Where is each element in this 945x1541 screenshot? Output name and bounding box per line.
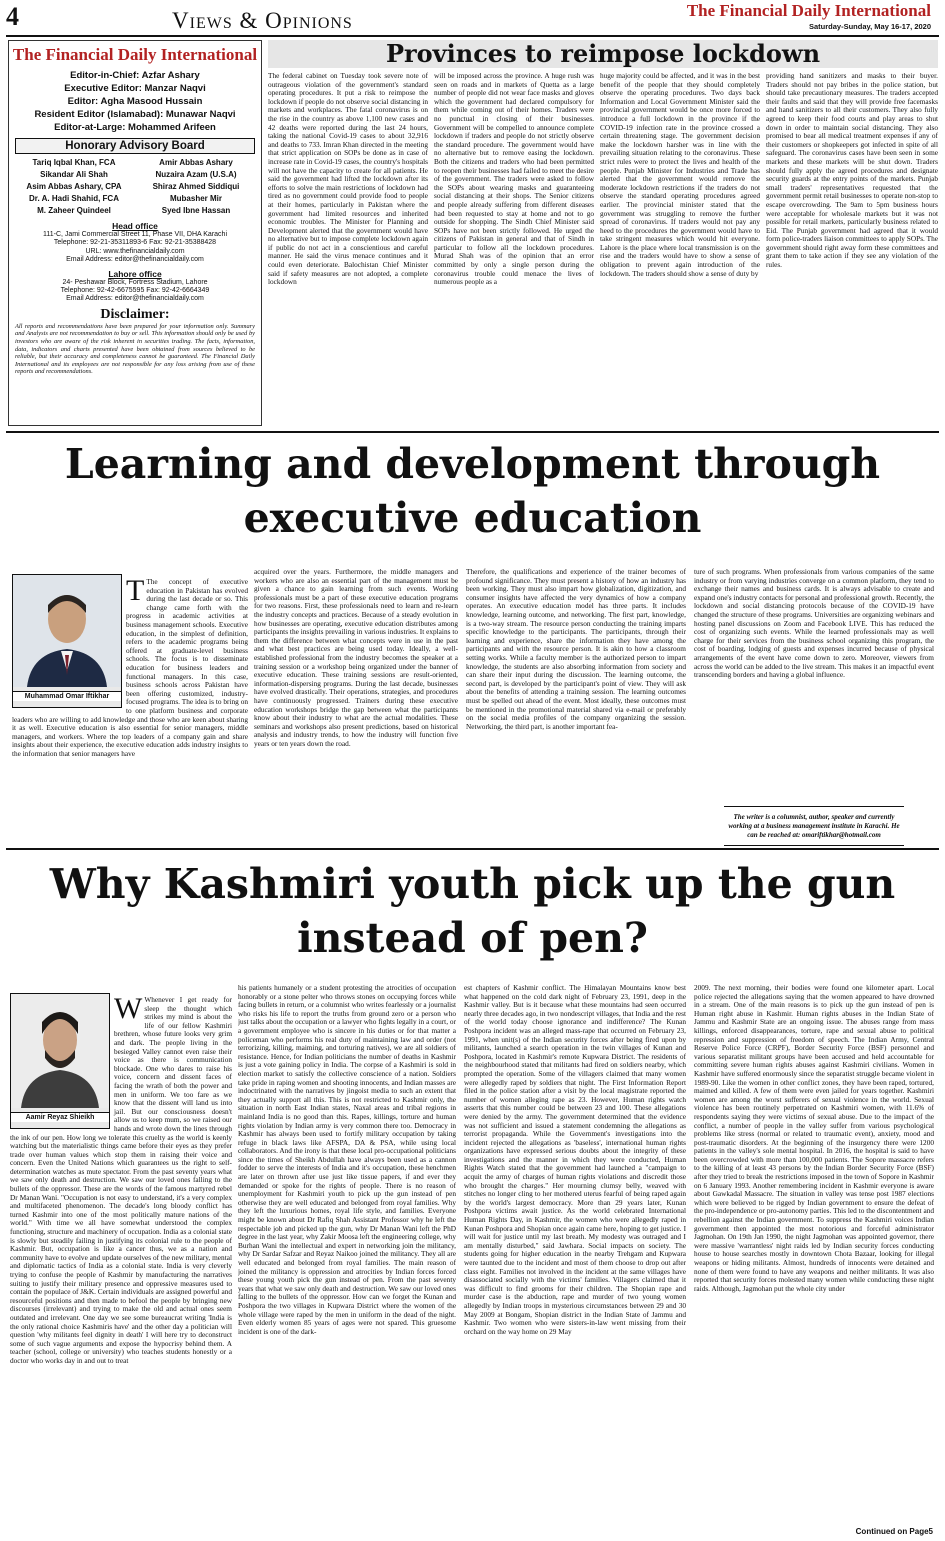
board-member: Shiraz Ahmed Siddiqui (152, 182, 240, 191)
article2-headline: Learning and development through executive education (64, 440, 881, 542)
lahore-office-details (9, 279, 261, 304)
author-bio: The writer is a columnist, author, speaker and currently working at a business management institute in Karachi. He can be reached at: omariftikhar@hotmail.com (724, 806, 904, 846)
head-office-title: Head office (112, 221, 158, 231)
board-member: Syed Ibne Hassan (161, 206, 231, 215)
staff-line: Resident Editor (Islamabad): Munawar Naqvi (34, 109, 236, 120)
disclaimer-title: Disclaimer: (100, 306, 170, 322)
article2-intro: The concept of executive education in Pakistan has evolved during the last decade or so. This change came forth with the progress in academic activities at business management schools. Executive education, in the simplest of definition, refers to the academic programs being offered at graduate-level business schools. The focus is to disseminate education for business leaders and functional managers. In this case, business schools across Pakistan have been offering customized, industry-focused programs. The idea is to bring on to one platform business and corporate leaders who are willing to add knowledge and those who are keen about sharing it as well. Executive education is also essential for senior managers, middle managers, and workers. Where the top leaders of a company gain and share insights about their experience, the executive education adds industry insights to the information that senior managers have (12, 578, 248, 758)
section-title: Views & Opinions (172, 8, 353, 33)
article1-col-4: providing hand sanitizers and masks to their buyer. Traders should not pay bribes in the police station, but should take precautionary measures. The traders accepted their faults and said that they will provide free facemasks and hand sanitizers to all their customers. They also fully agreed to keep their food courts and play areas to shut down in order to maintain social distancing. They also promised to bear all medical treatment expenses if any of their customers or shopkeepers got infected in spite of all safeguard. The coronavirus cases have been seen in some markets and these markets will be shut down. Traders should fully apply the agreed procedures and designate security guards at the entry points of the markets. Punjab small traders' representatives requested that the government permit retail businesses to operate non-stop to escape overcrowding. The 9am to 5pm business hours were acceptable for wholesale markets but it was not possible for retail markets, particularly business related to Eid. The Punjab government had agreed that it would form police-traders liaison committees to apply SOPs. The government should right away form these committees and grant them to take action if they see any violation of the rules. (766, 72, 938, 270)
board-member: Asim Abbas Ashary, CPA (26, 182, 122, 191)
drop-cap: T (126, 578, 145, 607)
article2-col-4: ture of such programs. When professionals from various companies of the same industry or from varying industries converge on a common platform, they tend to exchange their names and business cards. It is always advisable to create and expand one's industry contacts for personal and professional growth. Recently, the lockdown and social distancing protocols because of the COVID-19 have changed the structure of these programs. Universities are organizing webinars and hosting panel discussions on Zoom and Facebook LIVE. This has reduced the cost of organizing such events. While the learned professionals may as well charge for their services from the business school organizing this program, the cost of boarding, lodging of guests and expenses incurred because of physical arrangements of the event have come down to zero. Moreover, viewers from across the world can be added to the live stream. This makes it an impactful event transcending borders and having a global influence. (694, 568, 934, 680)
article1-col-1: The federal cabinet on Tuesday took severe note of outrageous violation of the government's standard operating procedures. It put a risk to reimpose the lockdown if people do not observe social distancing in markets and workplaces. The fatal coronavirus is on the rise in the country as above 1,100 new cases and 42 deaths were reported during the last 24 hours, taking the national Covid-19 cases to about 32,916 and deaths to 733. Imran Khan directed in the meeting that strict application on SOPs be done as in case of increase rate in Covid-19 cases, the country's hospitals will not have the capacity to create for all patients. He said the government had lifted the lockdown after its efforts to solve the main restrictions of lockdown had tired as no government could provide food to people at their homes, particularly in Pakistan where the government had limited resources and inherited economic troubles. The Minister for Planning and Development alerted that the government would have no alternative but to impose complete lockdown again if public do not act in a conscientious and careful manner. He said the virus menace continues and it could even deteriorate. Balochistan Chief Minister said if safety measures are not adopted, a complete lockdown (268, 72, 428, 287)
article1-headline: Provinces to reimpose lockdown (268, 40, 938, 68)
office-line: Telephone: 92-21-35311893-6 Fax: 92-21-35388428 (53, 239, 217, 247)
advisory-board-list (13, 157, 257, 217)
masthead-panel (8, 40, 262, 426)
office-line: Email Address: editor@thefinancialdaily.com (66, 295, 204, 303)
disclaimer-text: All reports and recommendations have been prepared for your information only. Summary and Analysis are not recommendation to buy or sell. This information should only be used by investors who are aware of the risk inherent in securities trading. The facts, information, data, indicators and charts presented have been obtained from sources believed to be reliable, but their accuracy and completeness cannot be guaranteed. The Financial Daily International and its employees are not responsible for any loss arising from use of these reports and recommendations. (15, 322, 255, 376)
advisory-board-title: Honorary Advisory Board (15, 138, 255, 154)
staff-line: Executive Editor: Manzar Naqvi (64, 83, 206, 94)
staff-line: Editor-at-Large: Mohammed Arifeen (54, 122, 216, 133)
head-office-details (9, 231, 261, 265)
masthead: The Financial Daily International (686, 1, 931, 20)
article3-col-4: 2009. The next morning, their bodies were found one kilometer apart. Local police rejected the allegations saying that the women appeared to have drowned in a stream. One of the main reasons is to pick up the gun instead of pen is Human right abuse in Kashmir. Human rights abuses in the Indian State of Jammu and Kashmir State are an ongoing issue. The abuses range from mass killings, enforced disappearances, torture, rape and sexual abuse to political repression and suppression of freedom of speech. The Indian Army, Central Reserve Police Force (CRPF), Border Security Force (BSF) personnel and various separatist militant groups have been accused and held accountable for committing severe human rights abuses against Kashmiri civilians. Women in Kashmir have suffered enormously since the separatist struggle became violent in 1989-90. Like the women in other conflict zones, they have been raped, tortured, maimed and killed. A few of them were even jailed for years together. Kashmiri women are among the worst sufferers of sexual violence in the world. Sexual violence has been routinely perpetrated on Kashmiri women, with 11.6% of respondents saying they were victims of sexual abuse. Due to the impact of the conflict, a number of people in the valley suffer from various psychological problems like stress (normal or related to traumatic event), anxiety, mood and post-traumatic disorders. At the beginning of the insurgency there were 1200 patients in the valley's sole mental hospital. In 2016, the hospital is said to have been overcrowded with more than 100,000 patients. The Sopore massacre refers to the killing of at least 43 persons by the Indian Border Security Force (BSF) after they tried to break the restrictions imposed in the town of Sopore in Kashmir on 6 January 1993. Another remembering incident in Kashmir everyone is aware about Gawkadal Massacre. The situation in valley was tense post 1987 elections which were believed to be rigged by Indian government to ensure the defeat of the pro-independence or pro-autonomy parties. This led to the discontentment and rebellion against the Indian government. To suppress the Kashmiri voices Indian government then appointed the most notorious and forceful administrator Jagmohan. On 19th Jan 1990, the night Jagmohan was appointed governor, there were massive 'warrantless' night raids led by Indian security forces conducting house to house searches mostly in downtown Chota Bazaar, looking for illegal weapons or hiding militants. Almost, hundreds of innocents were detained and none of them were found to have any weapons and neither militants. It was also reported that security forces molested many women while conducting these night raids. Although, Jagmohan put the whole city under (694, 984, 934, 1293)
drop-cap: W (114, 996, 143, 1025)
article2-col-3: Therefore, the qualifications and experience of the trainer becomes of profound significance. They must present a history of how an industry has been working. They must also impart how globalization, digitization, and consumer insights have affected the very dynamics of how a company operates. An executive education model has three parts. It includes knowledge, learning outcome, and networking. The first part, knowledge, is a two-way stream. The resource person conducting the training imparts specific knowledge to the participants. The participants, through their learning and experience, share the information they have among the participants and with the resource person. It is akin to how a classroom setting works. While a faculty member is the authorized person to impart knowledge, the students are also absorbing information from society and can share their input during the discussion. The learning outcome, the second part, is developed by the participant's point of view. They will ask about the benefits of attending a training session. The learning outcomes must be spelled out ahead of the event. Most ideally, these outcomes must be mentioned in the promotional material shared via e-mail or preferably on the social media profiles of the company organizing the session. Networking, the third part, is another important fea- (466, 568, 686, 731)
issue-date: Saturday-Sunday, May 16-17, 2020 (809, 22, 931, 31)
article2-col-2: acquired over the years. Furthermore, the middle managers and workers who are also an essential part of the management must be given a chance to gain learning from such events. Working professionals must be a part of these executive education programs for two reasons. First, these professionals need to learn and re-learn the industry concepts and practices. Because of a steady evolution in how businesses are operating, executive education distributes among participants the insights prevailing in various industries. It explains to them the difference between what concepts were in use in the past and what best practices are being used today. Ideally, a well-established professional from the industry becomes the speaker at a training session or a workshop being organized under the banner of executive education. These training sessions are result-oriented, information-dispersing programs. During the last decade, businesses have evolved drastically. Their operations, strategies, and procedures have continuously progressed. Trainers during these executive education workshops bridge the gap between what the participants know about their industry to what are the actual modalities. These seminars and workshops also present predictions, based on historical analysis and industry trends, to how the industry will function five years or ten years down the road. (254, 568, 458, 748)
board-member: Tariq Iqbal Khan, FCA (32, 158, 116, 167)
article1-col-2: will be imposed across the province. A huge rush was seen on roads and in markets of Quetta as a large number of people did not wear face masks and gloves which the government had declared compulsory for them while coming out of their homes. Traders were no punctual in closing of their businesses. Government will be compelled to announce complete lockdown if traders and people do not strictly observe the standard procedure. The government would have no alternative but to remove easing the lockdown. Both the citizens and traders who had been permitted to reopen their businesses had failed to meet the desire of the government. The traders were asked to follow the SOPs about wearing masks and guaranteeing social distancing at their shops. The Senior citizens and people already suffering from different diseases had been requested to stay at home and not to go outside for shopping. The Sindh Chief Minister said SOPs have not been strictly followed. He urged the citizens of Pakistan in general and that of Sindh in particular to follow all the lockdown procedures. Murad Shah was of the opinion that an error committed by only a single person during the coronavirus trouble could menace the lives of numerous people as a (434, 72, 594, 287)
board-member: Amir Abbas Ashary (159, 158, 233, 167)
article2-col-1 (12, 578, 248, 840)
staff-line: Editor: Agha Masood Hussain (67, 96, 203, 107)
office-line: 24- Peshawar Block, Fortress Stadium, Lahore (62, 278, 208, 286)
office-line: URL: www.thefinancialdaily.com (85, 247, 185, 255)
article3-col-1 (10, 996, 232, 1536)
continued-note: Continued on Page5 (855, 1527, 933, 1536)
panel-title: The Financial Daily International (12, 45, 258, 64)
article3-col-2: his patients humanely or a student protesting the atrocities of occupation honorably or a stone pelter who throws stones on occupying forces while facing bullets in return, or a columnist who writes fearlessly or a journalist who risks his life to report the truths from ground zero or a person who just talks about the occupation or a lawyer who fights legally in a court, or a government employee who is sincere in his duties or for that matter a policeman who performs his real duty of maintaining law and order (not terrorizing, killing, maiming, and torturing natives), we are all soldiers of resistance. Hence, for Indian politicians the number of deaths in Kashmir is just a vote gaining policy in India. The corpse of a Kashmiri is sold in election market to satisfy the collective conscience of a nation. Soldiers take pride in raping women and shooting innocents, and Indian masses are indoctrinated with the narratives by jingoist media to such an extent that they actually support all this. This is not restricted to Kashmir only, the situation in north East Indian states, Naxal areas and tribal regions in mainland India is no good than this. Rapes, killings, torture and human rights violation by Indian army is very common there too. Democracy in Kashmir has always been used to fortify military occupation by taking refuge in black laws like AFSPA, DA & PSA, while using local collaborators. And the irony is that these local pro-occupational politicians since the times of Sheikh Abdullah have always been used as a cannon fodder to serve the interests of India and it's occupation, these henchmen are later on thrown after use just like tissue papers, if and ever they demanded or spoke for the rights of people. There is no reason of unemployment for Kashmiri youth to pick up the gun instead of pen otherwise they are well educated and belonged from royal families. Why they left the luxurious homes, royal life style, and families. Everyone might be known about Dr Rafiq Shah Assistant Professor why he left the respectable job and picked up the gun, why Dr Manan Wani left the PhD degree in the last year, why Zakir Moosa left the engineering college, why Burhan Wani the intellectual and expert in networking join the militancy, why Dr Sardar Safzar and Reyaz Naikoo joined the militancy. They all are well educated and belonged from royal families. The main reason of joined the militancy is oppression and atrocities by Indian forces forced these young youth pick the gun instead of pen. From the past seventy years that what we saw only death and destruction. We saw our loved ones falling to the bullets of the oppressor. How can we forget the Kunan and Poshpora the two villages in Kupwara District where the women of the whole village were raped by the men in uniform in the dead of the night. Even elderly women 85 years of ages were not spared. This gruesome incident is one of the dark- (238, 984, 456, 1336)
board-member: Mubasher Mir (169, 194, 222, 203)
photo-spacer (10, 996, 114, 1132)
article3-col-3: est chapters of Kashmir conflict. The Himalayan Mountains know best what happened on the cold dark night of February 23, 1991, deep in the Kashmir valley. But is it because what these mountains had seen occurred nearly three decades ago, in two nondescript villages, that India and the rest of the world today choose ignorance and indifference? The Kunan Poshpora incident was an alleged mass-rape that occurred on February 23, 1991, when unit(s) of the Indian security forces after being fired upon by militants, launched a search operation in the twin villages of Kunan and Poshpora, located in Kashmir's remote Kupwara District. The residents of the neighbourhood stated that militants had fired on soldiers nearby, which prompted the operation. Some of the villagers claimed that many women were allegedly raped by soldiers that night. The First Information Report filed in the police station after a visit by the local magistrate reported the number of women alleging rape as 23. However, Human rights watch asserts that this number could be between 23 and 100. These allegations were denied by the army. The government determined that the evidence was not sufficient and issued a statement condemning the allegations as terrorist propaganda. While the Government's investigations into the incident rejected the allegations as 'baseless', international human rights organizations have expressed serious doubts about the integrity of these investigations and the manner in which they were conducted, Human Rights Watch stated that the government had launched a "campaign to acquit the army of charges of human rights violations and discredit those who brought the charges." Her mourning clumsy belly, weaved with stitches no longer cling to her mothered uterus fearful of being raped again by the world's largest democracy. More than 29 years later, Kunan Poshpora victims await justice. As the world celebrated International Human Rights Day, in Kashmir, the women who were allegedly raped in Kunan Poshpora and Shopian once again came here, hoping to get justice. I will wait for justice until my last breath. My modesty was outraged and I am mentally disturbed," said Jawhara. Social impacts on society. The students going for higher education in the nearby Trehgam and Kupwara were taunted due to the incident and most of them choose to drop out after class eight. Families not involved in the incident at the same villages have disassociated socially with the victims' families. Villagers claimed that it was difficult to find grooms for their children. The Shopian rape and murder case is the abduction, rape and murder of two young women allegedly by Indian troops in mysterious circumstances between 29 and 30 May 2009 at Bongam, Shopian district in the Indian State of Jammu and Kashmir. Two women who were sisters-in-law went missing from their orchard on the way home on 29 May (464, 984, 686, 1336)
author-caption: Aamir Reyaz Shieikh (11, 1112, 109, 1122)
board-member: Nuzaira Azam (U.S.A) (155, 170, 237, 179)
photo-spacer (12, 578, 126, 712)
section-rule (6, 431, 939, 433)
staff-line: Editor-in-Chief: Azfar Ashary (70, 70, 200, 81)
office-line: 111-C, Jami Commercial Street 11, Phase VII, DHA Karachi (42, 231, 227, 238)
lahore-office-title: Lahore office (108, 268, 162, 279)
office-line: Telephone: 92-42-6675595 Fax: 92-42-6664349 (60, 287, 210, 295)
page-number: 4 (6, 2, 19, 31)
article3-intro: Whenever I get ready for sleep the thought which strikes my mind is about the life of our fellow Kashmiri brethren, whose future looks very grim and dark. The people living in the besieged Valley cannot even raise their voice as there is communication blockade. One who dares to raise his voice, concern and dissent faces of facing the wrath of both the power and men in uniform. We too fare as we know that the dissent will land us into jail. But our consciousness doesn't allow us to keep mum, so we raised our hands and wrote down the lines through the ink of our pen. How long we tolerate this cruelty as the world is keenly watching but the materialistic things came before their eyes as they prefer trade over human values which stop them in raising their voice and concern. Even the United Nations which guarantees us the right to self-determination watches as mute spectator. From the past seventy years what we saw only death and destruction. We saw our loved ones falling to the bullets of the oppressor. These are the words of the famous martyred rebel Dr Manan Wani. "Occupation is not easy to understand, it's a very complex and multifaceted phenomenon. The decade's long bloody conflict has turned Kashmir into one of the most politically mature nations of the world." With time we all have somewhat understood the complex functioning, structure and machinery of occupation. India as a colonial state is slowly but steadily failing in justifying its colonial rule to the people of Kashmir. But, occupation is like a cancer thus, we as a nation and community have to evolve and update ourselves of the new military, mental and diplomatic tactics of India as a colonial state. India is very cleverly trying to confuse the people of Kashmir by manufacturing the narratives suiting to justify their military presence and oppressive measures used to contain the populace of J&K. Certain individuals are assigned powerful and resourceful positions and then made to befool the people by bringing new discourses (irrelevant) and trying to make the old and actual ones seem outdated and irrelevant. One day we see some bureaucrat writing 'India is the only rational choice Kashmiris have' and the other day a politician will question 'why militants feel dignity in death' I will here try to deconstruct some of such vague arguments and expose the hypocrisy behind them. A teacher (school, college or university) who teaches students honestly or a doctor who works day in and out to treat (10, 996, 232, 1365)
board-member: Dr. A. Hadi Shahid, FCA (29, 194, 119, 203)
section-rule (6, 848, 939, 850)
board-member: M. Zaheer Quindeel (37, 206, 111, 215)
office-line: Email Address: editor@thefinancialdaily.com (66, 256, 204, 264)
author-caption: Muhammad Omar Iftikhar (13, 691, 121, 701)
article1-col-3: huge majority could be affected, and it was in the best benefit of the people that they should completely observe the operating procedures. Two days back Information and Local Government Minister said the provincial government would be once more forced to introduce a full lockdown in the province if the COVID-19 infection rate in the province crossed a certain threatening stage. The government decision make the lockdown harsher was in line with the prevailing situation relating to the coronavirus. These strict rules were to protect the lives and health of the people. Punjab Minister for Industries and Trade has alerted that the government would remove the moderate lockdown restrictions if the traders do not observe the standard operating procedures agreed earlier. The provincial minister stated that the government was struggling to remove the further spread of coronavirus. If traders would not pay any heed to the procedures the government would have to take stringent measures which would hit everyone. Lahore is the place where local transmission is on the rise and the traders would have to show a sense of obligation to prevent again introduction of the lockdown. The traders should show a sense of duty by (600, 72, 760, 278)
header-rule (6, 35, 939, 37)
staff-list (9, 69, 261, 134)
article3-headline: Why Kashmiri youth pick up the gun instead of pen? (49, 860, 896, 962)
board-member: Sikandar Ali Shah (40, 170, 108, 179)
